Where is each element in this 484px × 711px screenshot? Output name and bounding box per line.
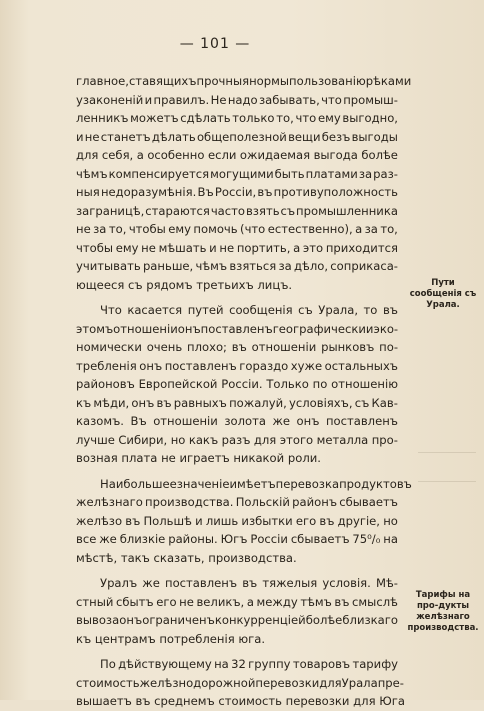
paragraph-gap	[76, 468, 398, 475]
text-line: къ центрамъ потребленія юга.	[76, 631, 266, 646]
text-line: мѣстѣ, такъ сказать, производства.	[76, 550, 297, 565]
text-line: желѣзо въ Польшѣ и лишь избытки его въ другіе, но	[76, 513, 398, 528]
text-line: главное, ставящихъ прочныя нормы пользованію рѣками	[76, 74, 412, 88]
text-line: ющееся съ рядомъ третьихъ лицъ.	[76, 277, 293, 292]
text-line: чтобы ему не мѣшать и не портить, а это приходится	[76, 240, 398, 255]
text-line: По дѣйствующему на 32 группу товаровъ тарифу	[100, 657, 398, 671]
body-text	[76, 72, 412, 711]
paragraph-gap	[76, 567, 398, 574]
text-line: Что касается путей сообщенія съ Урала, то въ	[100, 303, 398, 317]
page-number: — 101 —	[179, 36, 251, 52]
margin-note-routes: Пути сообщенія съ Урала.	[409, 278, 477, 310]
text-line: вывоза онъ ограниченъ конкурренціей болѣе близкаго	[76, 613, 398, 627]
text-line: ныя недоразумѣнія. Въ Россіи, въ противуположность	[76, 185, 398, 199]
text-line: не за то, чтобы ему помочь (что естественно), а за то,	[76, 222, 398, 236]
text-line: Уралъ же поставленъ въ тяжелыя условія. Мѣ-	[100, 576, 398, 590]
text-line: учитывать раньше, чѣмъ взяться за дѣло, соприкаса-	[76, 259, 398, 273]
text-line: чѣмъ компенсируется могущими быть платами за раз-	[76, 166, 398, 181]
text-line: Наибольшее значеніе имѣетъ перевозка продуктовъ	[100, 476, 412, 491]
paragraph	[76, 72, 412, 294]
text-line: номически очень плохо; въ отношеніи рынковъ по-	[76, 340, 398, 354]
paragraph	[76, 301, 398, 468]
paragraph	[76, 655, 405, 711]
text-line: желѣзнаго производства. Польскій районъ сбываетъ	[76, 495, 398, 509]
faint-margin-mark	[418, 452, 476, 482]
text-line: стоимость желѣзнодорожной перевозки для Урала пре-	[76, 675, 404, 690]
text-line: казомъ. Въ отношеніи золота же онъ поставленъ	[76, 414, 398, 428]
text-line: лучше Сибири, но какъ разъ для этого металла про-	[76, 432, 398, 447]
text-line: все же близкіе районы. Югъ Россіи сбываетъ 75⁰/₀ на	[76, 532, 398, 546]
paragraph	[76, 475, 412, 568]
paragraph-gap	[76, 294, 398, 301]
paragraph	[76, 574, 398, 648]
text-line: и не станетъ дѣлать общеполезной вещи безъ выгоды	[76, 129, 398, 144]
text-line: ленникъ можетъ сдѣлать только то, что ему выгодно,	[76, 111, 398, 125]
text-line: узаконеній и правилъ. Не надо забывать, что промыш-	[76, 92, 398, 107]
text-line: заграницѣ, стараются часто взять съ промышленника	[76, 203, 398, 218]
paragraph-gap	[76, 648, 398, 655]
text-line: для себя, а особенно если ожидаемая выгода болѣе	[76, 148, 398, 162]
margin-note-tariffs: Тарифы на про-дукты желѣзнаго производства.	[407, 590, 479, 633]
text-line: вышаетъ въ среднемъ стоимость перевозки для Юга	[76, 694, 405, 708]
text-line: возная плата не играетъ никакой роли.	[76, 451, 321, 465]
text-line: этомъ отношеніи онъ поставленъ географически и эко-	[76, 321, 399, 336]
text-line: требленія онъ поставленъ гораздо хуже остальныхъ	[76, 358, 398, 373]
text-line: районовъ Европейской Россіи. Только по отношенію	[76, 377, 398, 391]
text-line: къ мѣди, онъ въ равныхъ пожалуй, условіяхъ, съ Кав-	[76, 395, 398, 410]
text-line: стный сбытъ его не великъ, а между тѣмъ въ смыслѣ	[76, 594, 398, 609]
